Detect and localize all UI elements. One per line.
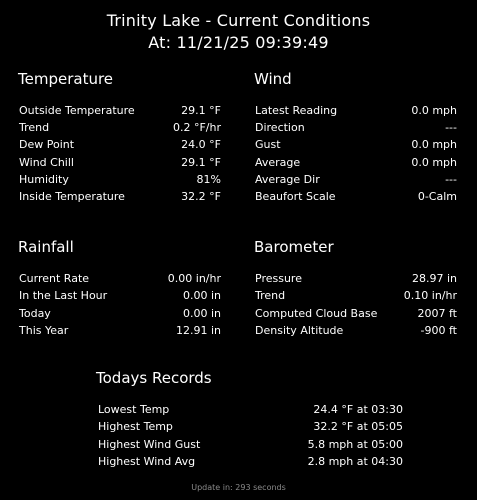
row-label: Average Dir: [255, 173, 320, 186]
row-label: Pressure: [255, 272, 302, 285]
wind-heading: Wind: [254, 70, 292, 88]
rainfall-heading: Rainfall: [18, 238, 74, 256]
row-value: 32.2 °F: [181, 190, 221, 203]
row-value: 28.97 in: [411, 272, 457, 285]
row-label: Latest Reading: [255, 104, 338, 117]
row-value: 0.00 in/hr: [167, 272, 221, 285]
row-label: Inside Temperature: [19, 190, 125, 203]
row-value: 5.8 mph at 05:00: [307, 438, 403, 451]
row-label: Trend: [19, 121, 50, 134]
row-label: Current Rate: [19, 272, 90, 285]
row-value: ---: [445, 173, 457, 186]
row-value: 0.0 mph: [411, 156, 457, 169]
update-countdown: Update in: 293 seconds: [191, 483, 286, 492]
row-label: Gust: [255, 138, 281, 151]
records-heading: Todays Records: [96, 369, 212, 387]
row-value: 0.10 in/hr: [403, 289, 457, 302]
row-label: Highest Wind Gust: [98, 438, 201, 451]
row-label: Beaufort Scale: [255, 190, 336, 203]
row-label: Wind Chill: [19, 156, 74, 169]
row-label: Density Altitude: [255, 324, 344, 337]
row-label: In the Last Hour: [19, 289, 108, 302]
row-value: 81%: [196, 173, 221, 186]
barometer-heading: Barometer: [254, 238, 334, 256]
row-value: 0.2 °F/hr: [172, 121, 221, 134]
row-label: Outside Temperature: [19, 104, 135, 117]
page-title: Trinity Lake - Current Conditions: [106, 11, 371, 30]
row-label: This Year: [19, 324, 69, 337]
row-value: 12.91 in: [175, 324, 221, 337]
row-label: Lowest Temp: [98, 403, 170, 416]
row-label: Average: [255, 156, 301, 169]
row-value: 0.00 in: [182, 289, 221, 302]
row-label: Today: [19, 307, 51, 320]
row-value: ---: [445, 121, 457, 134]
row-value: 32.2 °F at 05:05: [313, 420, 403, 433]
row-label: Humidity: [19, 173, 69, 186]
timestamp: At: 11/21/25 09:39:49: [148, 33, 329, 52]
row-value: 0.0 mph: [411, 104, 457, 117]
row-value: 0.00 in: [182, 307, 221, 320]
row-value: 24.4 °F at 03:30: [313, 403, 403, 416]
row-label: Trend: [255, 289, 286, 302]
row-label: Direction: [255, 121, 305, 134]
row-value: 2.8 mph at 04:30: [307, 455, 403, 468]
row-label: Computed Cloud Base: [255, 307, 378, 320]
row-label: Highest Wind Avg: [98, 455, 196, 468]
temperature-heading: Temperature: [18, 70, 114, 88]
row-value: -900 ft: [420, 324, 457, 337]
row-value: 2007 ft: [417, 307, 457, 320]
row-value: 0-Calm: [417, 190, 457, 203]
row-value: 29.1 °F: [181, 104, 221, 117]
row-label: Dew Point: [19, 138, 75, 151]
row-label: Highest Temp: [98, 420, 173, 433]
row-value: 24.0 °F: [181, 138, 221, 151]
row-value: 0.0 mph: [411, 138, 457, 151]
row-value: 29.1 °F: [181, 156, 221, 169]
